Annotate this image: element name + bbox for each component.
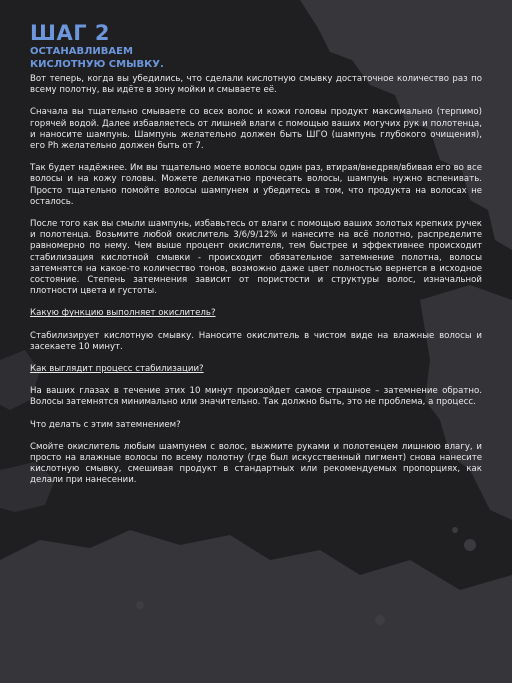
step-title: ШАГ 2 [30,21,110,45]
paragraph-intro: Вот теперь, когда вы убедились, что сделали кислотную смывку достаточное количество раз по всему полотну, вы идёте в зону мойки и смываете её. [30,74,482,96]
answer-darkening: Смойте окислитель любым шампунем с волос, выжмите руками и полотенцем лишнюю влагу, и просто на влажные волосы по всему полотну (где был искусственный пигмент) снова нанесите кислотную смывку, смешивая продукт в стандартных или рекомендуемых пропорциях, как делали при нанесении. [30,441,482,486]
question-stabilization-process: Как выглядит процесс стабилизации? [30,364,204,375]
paragraph-rinse: Сначала вы тщательно смываете со всех волос и кожи головы продукт максимально (терпимо) горячей водой. Далее избавляетесь от лишней влаги с помощью ваших могучих рук и полотенца, и наносите шампунь. Шампунь желательно должен быть ШГО (шампунь глубокого очищения), его Ph желательно должен быть от 7. [30,107,482,152]
question-oxidizer-function: Какую функцию выполняет окислитель? [30,308,216,319]
answer-stabilization-process: На ваших глазах в течение этих 10 минут произойдет самое страшное – затемнение обратно. Волосы затемнятся минимально или значительно. Так должно быть, это не проблема, а процесс. [30,386,482,408]
paragraph-wash: Так будет надёжнее. Им вы тщательно моете волосы один раз, втирая/внедряя/вбивая его во все волосы и на кожу головы. Можете деликатно прочесать волосы, шампунь нужно вспенивать. Просто тщательно помойте волосы шампунем и убедитесь в том, что продукта на волосах не осталось. [30,163,482,207]
paragraph-oxidizer: После того как вы смыли шампунь, избавьтесь от влаги с помощью ваших золотых крепких ручек и полотенца. Возьмите любой окислитель 3/6/9/12% и нанесите на всё полотно, распределите равномерно по нему. Чем выше процент окислителя, тем быстрее и эффективнее происходит стабилизация кислотной смывки - происходит обязательное затемнение полотна, волосы затемнятся на какое-то количество тонов, возможно даже цвет полностью вернется в исходное состояние. Степень затемнения зависит от пористости и структуры волос, изначальной плотности цвета и густоты. [30,219,482,297]
answer-oxidizer-function: Стабилизирует кислотную смывку. Наносите окислитель в чистом виде на влажные волосы и засекаете 10 минут. [30,330,482,352]
subtitle-line-2: КИСЛОТНУЮ СМЫВКУ. [30,59,164,70]
question-darkening: Что делать с этим затемнением? [30,419,181,430]
subtitle-line-1: ОСТАНАВЛИВАЕМ [30,46,133,57]
step-subtitle [30,45,482,71]
